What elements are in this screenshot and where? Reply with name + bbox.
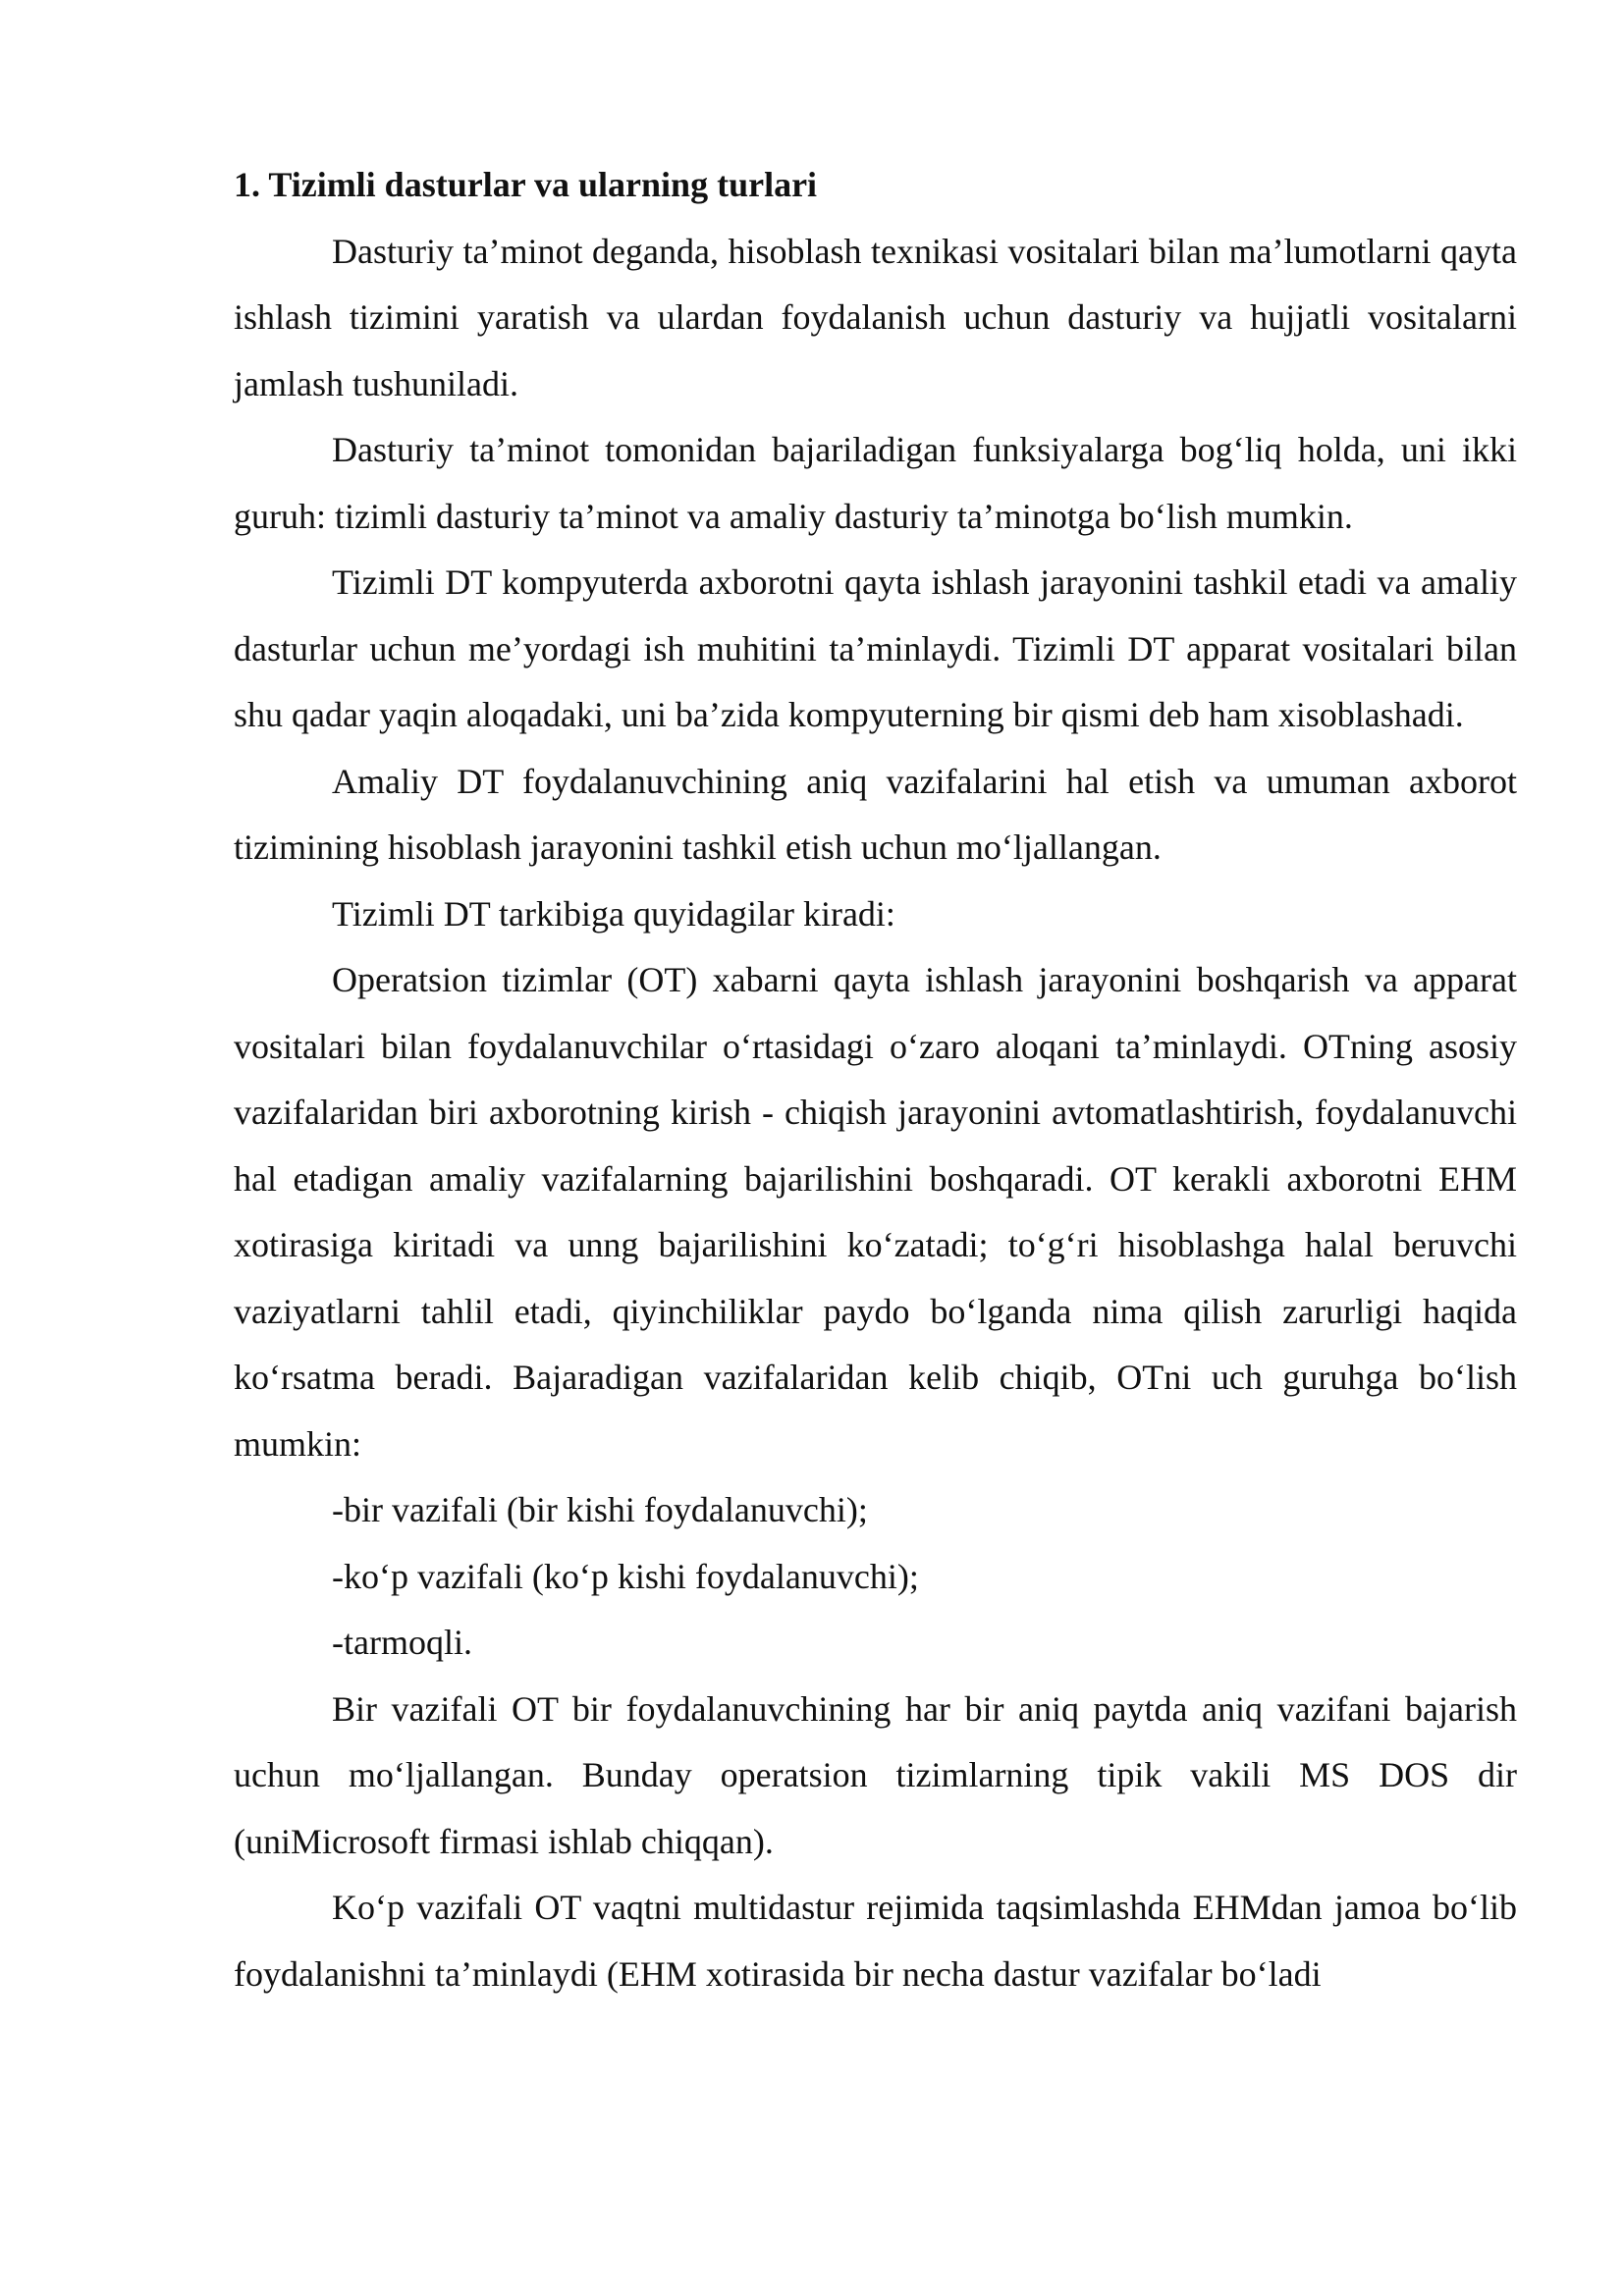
paragraph-system-software-contents: Tizimli DT tarkibiga quyidagilar kiradi: <box>332 893 895 934</box>
paragraph-single-task-os: Bir vazifali OT bir foydalanuvchining har bir aniq paytda aniq vazifani bajarish uchun mo‘ljallangan. Bunday operatsion tizimlarning tipik vakili MS DOS dir (uniMicrosoft firmasi ishlab chiqqan). <box>234 1688 1517 1861</box>
paragraph-multi-task-os: Ko‘p vazifali OT vaqtni multidastur rejimida taqsimlashda EHMdan jamoa bo‘lib foydalanishni ta’minlaydi (EHM xotirasida bir necha dastur vazifalar bo‘ladi <box>234 1888 1517 1994</box>
document-page <box>234 152 1517 2007</box>
paragraph-application-software: Amaliy DT foydalanuvchining aniq vazifalarini hal etish va umuman axborot tizimining hisoblash jarayonini tashkil etish uchun mo‘ljallangan. <box>234 761 1517 867</box>
section-heading: 1. Tizimli dasturlar va ularning turlari <box>234 165 818 204</box>
list-item-network: -tarmoqli. <box>332 1623 472 1662</box>
paragraph-system-software: Tizimli DT kompyuterda axborotni qayta ishlash jarayonini tashkil etadi va amaliy dasturlar uchun me’yordagi ish muhitini ta’minlaydi. Tizimli DT apparat vositalari bilan shu qadar yaqin aloqadaki, uni ba’zida kompyuterning bir qismi deb ham xisoblashadi. <box>234 562 1517 734</box>
list-item-multi-task: -ko‘p vazifali (ko‘p kishi foydalanuvchi); <box>332 1556 919 1596</box>
paragraph-software-definition: Dasturiy ta’minot deganda, hisoblash texnikasi vositalari bilan ma’lumotlarni qayta ishlash tizimini yaratish va ulardan foydalanish uchun dasturiy va hujjatli vositalarni jamlash tushuniladi. <box>234 231 1517 403</box>
paragraph-operating-systems: Operatsion tizimlar (OT) xabarni qayta ishlash jarayonini boshqarish va apparat vositalari bilan foydalanuvchilar o‘rtasidagi o‘zaro aloqani ta’minlaydi. OTning asosiy vazifalaridan biri axborotning kirish - chiqish jarayonini avtomatlashtirish, foydalanuvchi hal etadigan amaliy vazifalarning bajarilishini boshqaradi. OT kerakli axborotni EHM xotirasiga kiritadi va unng bajarilishini ko‘zatadi; to‘g‘ri hisoblashga halal beruvchi vaziyatlarni tahlil etadi, qiyinchiliklar paydo bo‘lganda nima qilish zarurligi haqida ko‘rsatma beradi. Bajaradigan vazifalaridan kelib chiqib, OTni uch guruhga bo‘lish mumkin: <box>234 960 1517 1464</box>
list-item-single-task: -bir vazifali (bir kishi foydalanuvchi); <box>332 1490 868 1529</box>
paragraph-software-groups: Dasturiy ta’minot tomonidan bajariladigan funksiyalarga bog‘liq holda, uni ikki guruh: tizimli dasturiy ta’minot va amaliy dasturiy ta’minotga bo‘lish mumkin. <box>234 430 1517 536</box>
